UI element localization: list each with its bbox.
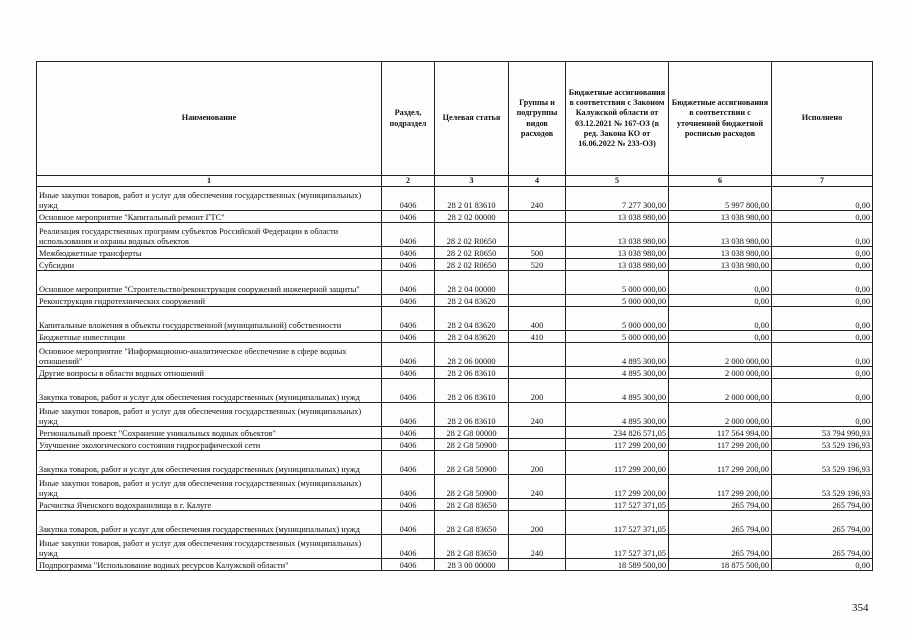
column-number-row xyxy=(37,176,873,187)
row-executed: 0,00 xyxy=(772,379,873,403)
row-article: 28 2 02 R0650 xyxy=(435,247,509,259)
row-section: 0406 xyxy=(382,247,435,259)
row-name: Реализация государственных программ субъектов Российской Федерации в области использования и охраны водных объектов xyxy=(37,223,382,247)
row-assigned-refined: 18 875 500,00 xyxy=(669,559,772,571)
row-assigned-refined: 0,00 xyxy=(669,331,772,343)
row-group xyxy=(509,295,566,307)
row-name: Закупка товаров, работ и услуг для обеспечения государственных (муниципальных) нужд xyxy=(37,451,382,475)
row-executed: 265 794,00 xyxy=(772,511,873,535)
table-row xyxy=(37,439,873,451)
row-executed: 0,00 xyxy=(772,187,873,211)
row-group xyxy=(509,439,566,451)
row-section: 0406 xyxy=(382,559,435,571)
row-assigned-refined: 265 794,00 xyxy=(669,511,772,535)
table-row xyxy=(37,559,873,571)
row-executed: 0,00 xyxy=(772,307,873,331)
row-assigned-refined: 2 000 000,00 xyxy=(669,367,772,379)
row-group: 500 xyxy=(509,247,566,259)
row-article: 28 2 G8 83650 xyxy=(435,535,509,559)
row-group xyxy=(509,271,566,295)
table-row xyxy=(37,295,873,307)
row-name: Реконструкция гидротехнических сооружений xyxy=(37,295,382,307)
row-article: 28 2 02 R0650 xyxy=(435,223,509,247)
row-group xyxy=(509,367,566,379)
row-assigned-refined: 13 038 980,00 xyxy=(669,247,772,259)
row-executed: 0,00 xyxy=(772,271,873,295)
row-executed: 0,00 xyxy=(772,331,873,343)
table-row xyxy=(37,211,873,223)
row-assigned-law: 5 000 000,00 xyxy=(566,307,669,331)
row-article: 28 2 04 83620 xyxy=(435,307,509,331)
row-article: 28 2 06 83610 xyxy=(435,367,509,379)
row-assigned-law: 117 527 371,05 xyxy=(566,511,669,535)
row-executed: 265 794,00 xyxy=(772,499,873,511)
column-number: 1 xyxy=(37,176,382,187)
row-section: 0406 xyxy=(382,511,435,535)
row-section: 0406 xyxy=(382,295,435,307)
row-name: Иные закупки товаров, работ и услуг для обеспечения государственных (муниципальных) нужд xyxy=(37,187,382,211)
page-number: 354 xyxy=(852,602,869,614)
row-assigned-law: 13 038 980,00 xyxy=(566,247,669,259)
row-name: Региональный проект "Сохранение уникальных водных объектов" xyxy=(37,427,382,439)
row-article: 28 2 02 00000 xyxy=(435,211,509,223)
row-article: 28 2 06 83610 xyxy=(435,379,509,403)
row-article: 28 2 04 83620 xyxy=(435,295,509,307)
row-assigned-law: 18 589 500,00 xyxy=(566,559,669,571)
row-name: Бюджетные инвестиции xyxy=(37,331,382,343)
row-section: 0406 xyxy=(382,271,435,295)
row-assigned-law: 234 826 571,05 xyxy=(566,427,669,439)
row-assigned-refined: 2 000 000,00 xyxy=(669,379,772,403)
row-group xyxy=(509,211,566,223)
row-assigned-refined: 13 038 980,00 xyxy=(669,211,772,223)
row-group: 240 xyxy=(509,187,566,211)
row-name: Основное мероприятие "Строительство/реконструкция сооружений инженерной защиты" xyxy=(37,271,382,295)
row-name: Иные закупки товаров, работ и услуг для обеспечения государственных (муниципальных) нужд xyxy=(37,535,382,559)
row-group: 200 xyxy=(509,451,566,475)
row-article: 28 2 06 83610 xyxy=(435,403,509,427)
row-assigned-refined: 2 000 000,00 xyxy=(669,403,772,427)
row-name: Улучшение экологического состояния гидрографической сети xyxy=(37,439,382,451)
row-section: 0406 xyxy=(382,535,435,559)
row-group xyxy=(509,499,566,511)
row-section: 0406 xyxy=(382,211,435,223)
row-section: 0406 xyxy=(382,259,435,271)
row-group: 240 xyxy=(509,475,566,499)
row-assigned-law: 13 038 980,00 xyxy=(566,223,669,247)
row-executed: 0,00 xyxy=(772,259,873,271)
row-group: 520 xyxy=(509,259,566,271)
row-assigned-refined: 13 038 980,00 xyxy=(669,223,772,247)
row-section: 0406 xyxy=(382,187,435,211)
row-section: 0406 xyxy=(382,343,435,367)
table-row xyxy=(37,367,873,379)
row-name: Субсидии xyxy=(37,259,382,271)
row-assigned-refined: 0,00 xyxy=(669,307,772,331)
row-executed: 53 529 196,93 xyxy=(772,451,873,475)
row-assigned-law: 5 000 000,00 xyxy=(566,331,669,343)
table-row xyxy=(37,511,873,535)
row-section: 0406 xyxy=(382,367,435,379)
row-assigned-refined: 265 794,00 xyxy=(669,535,772,559)
table-row xyxy=(37,247,873,259)
row-article: 28 2 G8 83650 xyxy=(435,499,509,511)
row-article: 28 2 06 00000 xyxy=(435,343,509,367)
row-assigned-law: 4 895 300,00 xyxy=(566,379,669,403)
row-assigned-law: 117 527 371,05 xyxy=(566,499,669,511)
row-article: 28 2 G8 83650 xyxy=(435,511,509,535)
table-row xyxy=(37,259,873,271)
table-row xyxy=(37,499,873,511)
row-group: 200 xyxy=(509,511,566,535)
row-executed: 53 794 990,93 xyxy=(772,427,873,439)
row-assigned-refined: 117 299 200,00 xyxy=(669,451,772,475)
row-article: 28 3 00 00000 xyxy=(435,559,509,571)
row-article: 28 2 G8 00000 xyxy=(435,427,509,439)
row-group xyxy=(509,559,566,571)
row-article: 28 2 G8 50900 xyxy=(435,439,509,451)
row-executed: 0,00 xyxy=(772,367,873,379)
row-executed: 0,00 xyxy=(772,211,873,223)
column-number: 2 xyxy=(382,176,435,187)
row-group: 410 xyxy=(509,331,566,343)
row-assigned-law: 7 277 300,00 xyxy=(566,187,669,211)
row-assigned-refined: 0,00 xyxy=(669,295,772,307)
column-number: 4 xyxy=(509,176,566,187)
row-name: Иные закупки товаров, работ и услуг для обеспечения государственных (муниципальных) нужд xyxy=(37,475,382,499)
column-number: 5 xyxy=(566,176,669,187)
header-executed: Исполнено xyxy=(772,62,873,176)
row-executed: 53 529 196,93 xyxy=(772,439,873,451)
budget-table xyxy=(36,61,873,571)
row-name: Другие вопросы в области водных отношений xyxy=(37,367,382,379)
row-assigned-law: 4 895 300,00 xyxy=(566,367,669,379)
table-row xyxy=(37,475,873,499)
row-assigned-refined: 117 299 200,00 xyxy=(669,475,772,499)
header-assigned-law: Бюджетные ассигнования в соответствии с Законом Калужской области от 03.12.2021 № 167-ОЗ (в ред. Закона КО от 16.06.2022 № 233-ОЗ) xyxy=(566,62,669,176)
header-assigned-refined: Бюджетные ассигнования в соответствии с уточненной бюджетной росписью расходов xyxy=(669,62,772,176)
row-section: 0406 xyxy=(382,223,435,247)
row-group: 240 xyxy=(509,535,566,559)
header-group: Группы и подгруппы видов расходов xyxy=(509,62,566,176)
row-article: 28 2 01 83610 xyxy=(435,187,509,211)
row-name: Основное мероприятие "Капитальный ремонт ГТС" xyxy=(37,211,382,223)
header-name: Наименование xyxy=(37,62,382,176)
row-assigned-refined: 13 038 980,00 xyxy=(669,259,772,271)
row-assigned-law: 13 038 980,00 xyxy=(566,259,669,271)
column-number: 6 xyxy=(669,176,772,187)
column-number: 3 xyxy=(435,176,509,187)
row-section: 0406 xyxy=(382,379,435,403)
row-section: 0406 xyxy=(382,427,435,439)
row-executed: 0,00 xyxy=(772,559,873,571)
row-assigned-law: 4 895 300,00 xyxy=(566,403,669,427)
row-assigned-refined: 117 299 200,00 xyxy=(669,439,772,451)
header-section: Раздел, подраздел xyxy=(382,62,435,176)
table-row xyxy=(37,331,873,343)
row-assigned-law: 117 299 200,00 xyxy=(566,451,669,475)
table-row xyxy=(37,403,873,427)
row-section: 0406 xyxy=(382,439,435,451)
table-row xyxy=(37,271,873,295)
row-section: 0406 xyxy=(382,475,435,499)
row-assigned-law: 5 000 000,00 xyxy=(566,271,669,295)
row-executed: 0,00 xyxy=(772,403,873,427)
row-section: 0406 xyxy=(382,499,435,511)
row-name: Капитальные вложения в объекты государственной (муниципальной) собственности xyxy=(37,307,382,331)
row-assigned-refined: 117 564 994,00 xyxy=(669,427,772,439)
row-section: 0406 xyxy=(382,403,435,427)
table-row xyxy=(37,307,873,331)
row-name: Закупка товаров, работ и услуг для обеспечения государственных (муниципальных) нужд xyxy=(37,511,382,535)
row-name: Расчистка Яченского водохранилища в г. Калуге xyxy=(37,499,382,511)
row-name: Основное мероприятие "Информационно-аналитическое обеспечение в сфере водных отношений" xyxy=(37,343,382,367)
row-article: 28 2 02 R0650 xyxy=(435,259,509,271)
row-article: 28 2 G8 50900 xyxy=(435,475,509,499)
row-group xyxy=(509,223,566,247)
table-row xyxy=(37,187,873,211)
row-assigned-refined: 265 794,00 xyxy=(669,499,772,511)
row-assigned-refined: 0,00 xyxy=(669,271,772,295)
header-article: Целевая статья xyxy=(435,62,509,176)
row-assigned-law: 4 895 300,00 xyxy=(566,343,669,367)
column-number: 7 xyxy=(772,176,873,187)
row-name: Иные закупки товаров, работ и услуг для обеспечения государственных (муниципальных) нужд xyxy=(37,403,382,427)
row-group: 200 xyxy=(509,379,566,403)
row-assigned-law: 5 000 000,00 xyxy=(566,295,669,307)
row-assigned-law: 117 527 371,05 xyxy=(566,535,669,559)
row-name: Подпрограмма "Использование водных ресурсов Калужской области" xyxy=(37,559,382,571)
row-article: 28 2 G8 50900 xyxy=(435,451,509,475)
row-section: 0406 xyxy=(382,451,435,475)
row-section: 0406 xyxy=(382,307,435,331)
row-executed: 265 794,00 xyxy=(772,535,873,559)
row-assigned-law: 13 038 980,00 xyxy=(566,211,669,223)
table-row xyxy=(37,223,873,247)
row-assigned-law: 117 299 200,00 xyxy=(566,439,669,451)
row-group: 240 xyxy=(509,403,566,427)
row-article: 28 2 04 00000 xyxy=(435,271,509,295)
row-section: 0406 xyxy=(382,331,435,343)
row-executed: 53 529 196,93 xyxy=(772,475,873,499)
row-group: 400 xyxy=(509,307,566,331)
row-executed: 0,00 xyxy=(772,247,873,259)
row-executed: 0,00 xyxy=(772,343,873,367)
table-row xyxy=(37,535,873,559)
row-assigned-law: 117 299 200,00 xyxy=(566,475,669,499)
table-row xyxy=(37,427,873,439)
row-name: Межбюджетные трансферты xyxy=(37,247,382,259)
row-group xyxy=(509,427,566,439)
table-row xyxy=(37,451,873,475)
row-article: 28 2 04 83620 xyxy=(435,331,509,343)
table-row xyxy=(37,343,873,367)
row-assigned-refined: 2 000 000,00 xyxy=(669,343,772,367)
row-assigned-refined: 5 997 800,00 xyxy=(669,187,772,211)
header-row xyxy=(37,62,873,176)
row-executed: 0,00 xyxy=(772,223,873,247)
row-name: Закупка товаров, работ и услуг для обеспечения государственных (муниципальных) нужд xyxy=(37,379,382,403)
row-group xyxy=(509,343,566,367)
row-executed: 0,00 xyxy=(772,295,873,307)
table-row xyxy=(37,379,873,403)
